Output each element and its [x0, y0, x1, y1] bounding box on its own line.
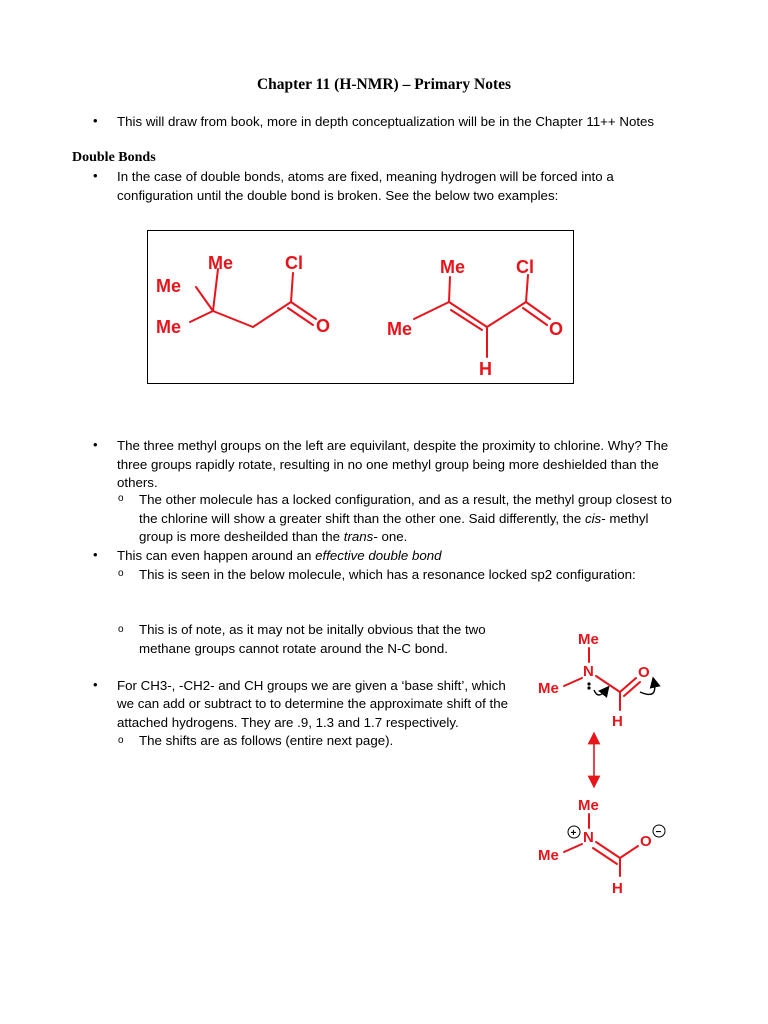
intro-text: This will draw from book, more in depth conceptualization will be in the Chapter 11++ Notes [117, 114, 655, 129]
locked-line-2-a: the chlorine will show a greater shift than the other one. Said differently, the [139, 511, 585, 526]
atom-h: H [612, 713, 623, 730]
atom-me: Me [440, 257, 466, 277]
bond [213, 269, 218, 311]
section-heading: Double Bonds [72, 150, 156, 165]
three-methyl-line-1: The three methyl groups on the left are equivilant, despite the proximity to chlorine. Why? The [117, 438, 669, 453]
locked-line-3-a: group is more desheilded than the [139, 529, 344, 544]
atom-o: O [640, 833, 652, 850]
dmf-resonance-figure [530, 620, 680, 910]
atom-o: O [638, 664, 650, 681]
electron-arrow-icon [594, 690, 606, 695]
atom-me: Me [208, 253, 234, 273]
atom-me: Me [578, 797, 599, 814]
bond [526, 302, 550, 319]
ch-groups-line-1: For CH3-, -CH2- and CH groups we are given a ‘base shift’, which [117, 678, 506, 693]
lone-pair-dot [587, 686, 590, 689]
bond [596, 842, 620, 858]
bond [190, 311, 213, 322]
charge-minus: − [655, 827, 662, 838]
atom-me: Me [538, 847, 559, 864]
molecule-figure-box [147, 230, 574, 384]
bond [253, 302, 291, 327]
bond [620, 846, 638, 858]
bond [593, 848, 617, 864]
atom-cl: Cl [285, 253, 303, 273]
atom-me: Me [156, 317, 182, 337]
bullet-icon: • [93, 168, 98, 183]
bond [564, 678, 582, 686]
bond [291, 302, 316, 319]
atom-n: N [583, 663, 594, 680]
locked-line-1: The other molecule has a locked configuration, and as a result, the methyl group closest to [139, 492, 672, 507]
bond [196, 287, 213, 311]
bond [414, 302, 449, 319]
bullet-icon: • [93, 677, 98, 692]
bond [564, 844, 582, 852]
atom-h: H [479, 359, 492, 379]
ch-groups-line-3: attached hydrogens. They are .9, 1.3 and 1.7 respectively. [117, 715, 459, 730]
note-line-2: methane groups cannot rotate around the N-C bond. [139, 641, 448, 656]
sub-bullet-icon: o [118, 568, 124, 579]
three-methyl-line-3: others. [117, 475, 158, 490]
locked-line-3 [139, 528, 407, 546]
atom-o: O [549, 319, 564, 339]
atom-cl: Cl [516, 257, 534, 277]
bond [624, 682, 640, 696]
bond [449, 302, 487, 327]
resonance-line: This is seen in the below molecule, which has a resonance locked sp2 configuration: [139, 567, 636, 582]
bond [288, 308, 313, 325]
page-title: Chapter 11 (H-NMR) – Primary Notes [256, 76, 512, 93]
bond [523, 308, 547, 325]
sub-bullet-icon: o [118, 735, 124, 746]
locked-line-2-b: - methyl [601, 511, 649, 526]
molecule-structures [148, 231, 573, 383]
bond [291, 273, 293, 302]
sub-bullet-icon: o [118, 493, 124, 504]
locked-line-3-b: - one. [373, 529, 408, 544]
atom-h: H [612, 880, 623, 897]
cis-term: cis [584, 511, 602, 526]
locked-line-2 [139, 510, 649, 528]
bond [487, 302, 526, 327]
sub-bullet-icon: o [118, 624, 124, 635]
bullet-icon: • [93, 113, 98, 128]
double-bond-line-1: In the case of double bonds, atoms are fixed, meaning hydrogen will be forced into a [117, 169, 614, 184]
ch-groups-line-2: we can add or subtract to to determine the approximate shift of the [117, 696, 508, 711]
note-line-1: This is of note, as it may not be initally obvious that the two [139, 622, 486, 637]
atom-me: Me [387, 319, 413, 339]
atom-o: O [316, 316, 331, 336]
shifts-line: The shifts are as follows (entire next page). [139, 733, 394, 748]
atom-me: Me [578, 631, 599, 648]
atom-me: Me [156, 276, 182, 296]
trans-term: trans [343, 529, 374, 544]
atom-me: Me [538, 680, 559, 697]
double-bond-line-2: configuration until the double bond is broken. See the below two examples: [117, 188, 559, 203]
bond [213, 311, 253, 327]
bond [620, 678, 636, 692]
atom-n: N [583, 829, 594, 846]
effective-term: effective double bond [315, 548, 442, 563]
lone-pair-dot [587, 682, 590, 685]
three-methyl-line-2: three groups rapidly rotate, resulting in no one methyl group being more deshielded than the [117, 457, 659, 472]
bullet-icon: • [93, 547, 98, 562]
effective-a: This can even happen around an [117, 548, 316, 563]
bond [449, 277, 450, 302]
bond [526, 275, 528, 302]
charge-plus: + [570, 828, 577, 839]
effective-double-bond-line [117, 547, 442, 565]
bond [596, 676, 620, 692]
electron-arrow-icon [640, 682, 655, 694]
bullet-icon: • [93, 437, 98, 452]
